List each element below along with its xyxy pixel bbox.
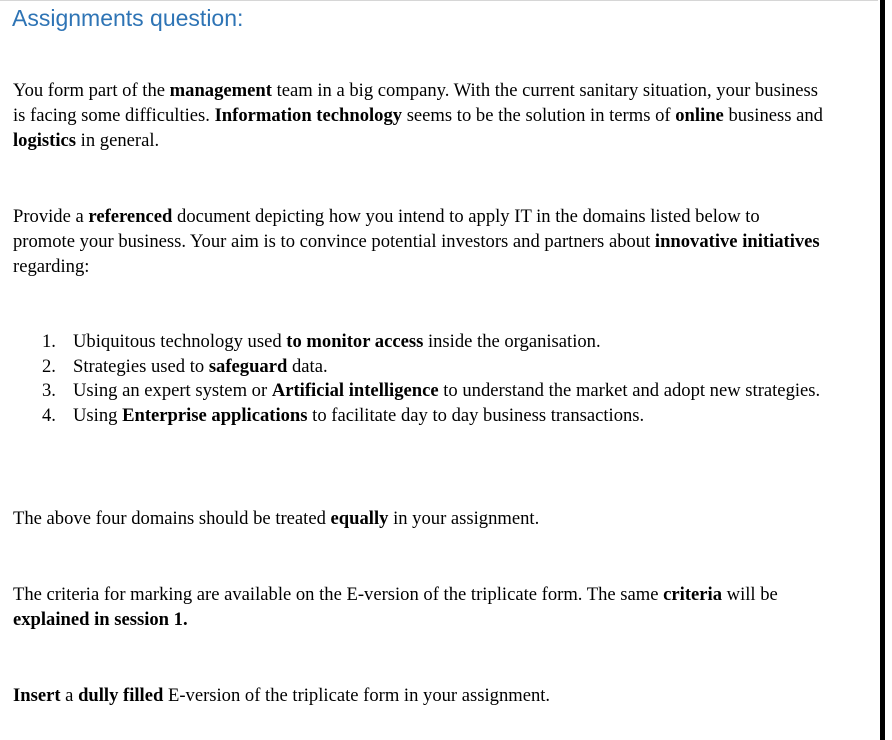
text-run: in your assignment. bbox=[388, 508, 540, 529]
text-run: inside the organisation. bbox=[423, 331, 601, 352]
bold-run: explained in session 1. bbox=[13, 609, 188, 630]
bold-run: innovative initiatives bbox=[654, 231, 820, 252]
list-item bbox=[42, 404, 822, 429]
list-item bbox=[42, 330, 822, 355]
text-run: data. bbox=[287, 355, 328, 377]
text-run: document depicting how you intend to apply IT in the domains listed below to promote your business. Your aim is to convince potential investors and partners about bbox=[13, 206, 760, 252]
text-run: You form part of the bbox=[13, 80, 170, 101]
list-number: 3. bbox=[42, 380, 56, 402]
text-run: regarding: bbox=[13, 256, 90, 277]
paragraph-task bbox=[13, 204, 823, 279]
text-run: a bbox=[60, 685, 79, 706]
bold-run: referenced bbox=[88, 206, 173, 227]
text-run: seems to be the solution in terms of bbox=[402, 105, 676, 126]
text-run: business and bbox=[723, 105, 823, 126]
list-item bbox=[42, 355, 822, 380]
text-run: Provide a bbox=[13, 206, 89, 227]
text-run: to understand the market and adopt new strategies. bbox=[438, 380, 821, 402]
bold-run: online bbox=[675, 105, 724, 126]
bold-run: management bbox=[169, 80, 272, 101]
domains-list bbox=[42, 330, 822, 429]
text-run: will be bbox=[722, 584, 778, 605]
text-run: E-version of the triplicate form in your assignment. bbox=[163, 685, 551, 706]
text-run: team in a big company. With the current sanitary situation, your business is facing some difficulties. bbox=[13, 80, 819, 126]
bold-run: Information technology bbox=[214, 105, 403, 126]
bold-run: Enterprise applications bbox=[122, 405, 308, 427]
list-number: 4. bbox=[42, 405, 56, 427]
document-heading: Assignments question: bbox=[12, 5, 244, 31]
list-number: 2. bbox=[42, 355, 56, 377]
list-item bbox=[42, 379, 822, 404]
bold-run: dully filled bbox=[78, 685, 164, 706]
paragraph-insert-form bbox=[13, 683, 823, 708]
page-edge-border bbox=[878, 0, 892, 740]
text-run: Ubiquitous technology used bbox=[73, 331, 287, 352]
list-number: 1. bbox=[42, 331, 56, 352]
text-run: Using an expert system or bbox=[73, 380, 272, 402]
text-run: in general. bbox=[76, 130, 160, 151]
paragraph-intro bbox=[13, 78, 823, 153]
bold-run: to monitor access bbox=[286, 331, 424, 352]
bold-run: equally bbox=[330, 508, 389, 529]
text-run: Strategies used to bbox=[73, 355, 209, 377]
bold-run: criteria bbox=[663, 584, 723, 605]
bold-run: Artificial intelligence bbox=[271, 380, 439, 402]
text-run: The criteria for marking are available on the E-version of the triplicate form. The same bbox=[13, 584, 664, 605]
text-run: to facilitate day to day business transactions. bbox=[307, 405, 645, 427]
text-run: Using bbox=[73, 405, 123, 427]
paragraph-marking-criteria bbox=[13, 582, 823, 632]
bold-run: logistics bbox=[13, 130, 77, 151]
bold-run: safeguard bbox=[208, 355, 288, 377]
bold-run: Insert bbox=[13, 685, 61, 706]
text-run: The above four domains should be treated bbox=[13, 508, 331, 529]
paragraph-equal-treatment bbox=[13, 506, 823, 531]
